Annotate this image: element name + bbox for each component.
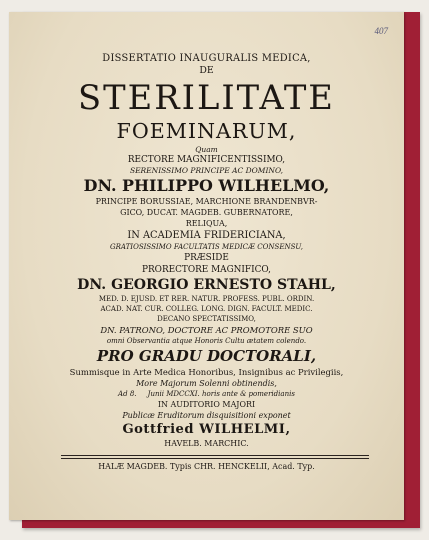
- title-page: [9, 12, 404, 520]
- med-line: MED. D. EJUSD. ET RER. NATUR. PROFESS. PUBL. ORDIN.: [98, 294, 315, 304]
- praeside-line: PRÆSIDE: [184, 253, 229, 264]
- imprint-rule-bottom: [61, 458, 369, 459]
- serenissimo-line: SERENISSIMO PRINCIPE AC DOMINO,: [129, 166, 284, 176]
- quam-line: Quam: [195, 145, 218, 155]
- main-title-2: FOEMINARUM,: [116, 119, 297, 144]
- pro-gradu-line: PRO GRADU DOCTORALI,: [96, 347, 317, 366]
- observantia-line: omni Observantia atque Honoris Cultu ætatem colendo.: [106, 336, 307, 346]
- imprint-line: HALÆ MAGDEB. Typis CHR. HENCKELII, Acad. Typ.: [98, 462, 315, 472]
- stahl-line: DN. GEORGIO ERNESTO STAHL,: [77, 277, 336, 294]
- summisque-line: Summisque in Arte Medica Honoribus, Insignibus ac Privilegiis,: [69, 367, 344, 378]
- more-majorum-line: More Majorum Solenni obtinendis,: [136, 379, 277, 389]
- author-line: Gottfried WILHELMI,: [122, 422, 291, 438]
- prorectore-line: PRORECTORE MAGNIFICO,: [142, 265, 271, 276]
- dissertation-heading: DISSERTATIO INAUGURALIS MEDICA,: [102, 53, 311, 64]
- rector-line: RECTORE MAGNIFICENTISSIMO,: [127, 155, 286, 166]
- patrono-line: DN. PATRONO, DOCTORE AC PROMOTORE SUO: [100, 325, 313, 336]
- date-line: Ad 8. Junii MDCCXI. horis ante & pomeridianis: [118, 389, 295, 399]
- acad-line: ACAD. NAT. CUR. COLLEG. LONG. DIGN. FACULT. MEDIC.: [100, 304, 313, 314]
- consensu-line: GRATIOSISSIMO FACULTATIS MEDICÆ CONSENSU,: [110, 242, 303, 252]
- shelfmark: 407: [374, 26, 388, 36]
- main-title: STERILITATE: [78, 78, 335, 118]
- title-page-text: [9, 12, 404, 472]
- publicae-line: Publicæ Eruditorum disquisitioni exponet: [122, 411, 291, 421]
- philippo-line: DN. PHILIPPO WILHELMO,: [83, 176, 330, 196]
- imprint-rule-top: [61, 455, 369, 456]
- havelb-line: HAVELB. MARCHIC.: [164, 439, 249, 449]
- reliqua-line: RELIQUA,: [185, 219, 228, 229]
- decano-line: DECANO SPECTATISSIMO,: [157, 314, 256, 324]
- academia-line: IN ACADEMIA FRIDERICIANA,: [127, 230, 286, 242]
- principe-line: PRINCIPE BORUSSIAE, MARCHIONE BRANDENBVR-: [95, 197, 318, 207]
- gico-line: GICO, DUCAT. MAGDEB. GUBERNATORE,: [120, 208, 293, 218]
- de-line: DE: [199, 65, 214, 77]
- auditorio-line: IN AUDITORIO MAJORI: [157, 400, 256, 410]
